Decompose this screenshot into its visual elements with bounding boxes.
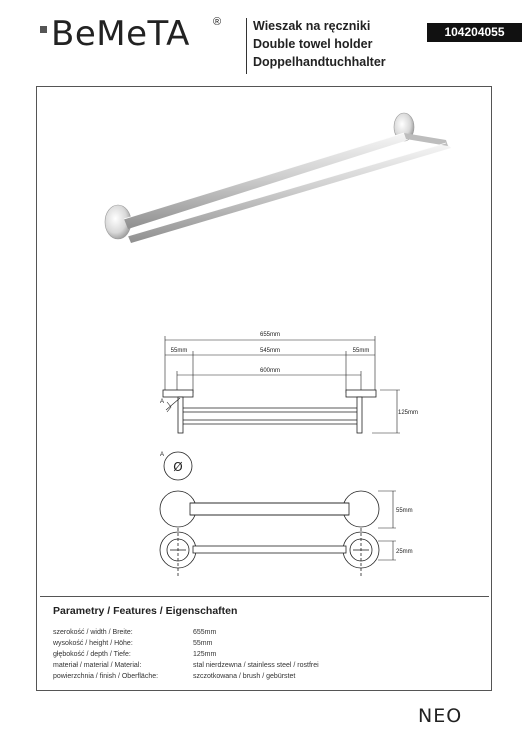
param-label: powierzchnia / finish / Oberfläche: [53,673,159,680]
params-title: Parametry / Features / Eigenschaften [53,605,238,617]
param-value: 55mm [193,640,213,647]
dim-left-end: 55mm [170,348,188,354]
brand-name: BeMeTA [51,14,190,54]
product-name-de: Doppelhandtuchhalter [253,55,386,69]
dim-side-depth: 55mm [396,508,413,514]
params-row [53,671,473,682]
dim-height: 125mm [398,410,419,416]
param-label: głębokość / depth / Tiefe: [53,651,131,658]
param-label: materiał / material / Material: [53,662,142,669]
bottom-view [160,528,379,576]
params-table [53,627,473,682]
side-view [160,491,379,527]
params-row [53,627,473,638]
product-render [105,113,451,243]
dim-center: 545mm [259,348,281,354]
param-label: wysokość / height / Höhe: [53,640,133,647]
param-label: szerokość / width / Breite: [53,629,133,636]
section-mark-front: A [160,399,165,405]
dim-right-end: 55mm [352,348,370,354]
params-row [53,638,473,649]
params-row [53,660,473,671]
param-value: szczotkowana / brush / gebürstet [193,673,296,680]
section-mark-detail: A [160,452,165,458]
product-name-pl: Wieszak na ręczniki [253,19,371,33]
series-name: NEO [418,705,463,727]
param-value: 655mm [193,629,217,636]
dim-span: 600mm [259,368,281,374]
dim-bottom-depth: 25mm [396,549,413,555]
diameter-symbol: Ø [173,460,183,474]
product-code-badge: 104204055 [427,23,522,42]
front-view [163,390,376,433]
params-row [53,649,473,660]
registered-mark: ® [213,16,222,28]
dim-overall: 655mm [259,332,281,338]
param-value: stal nierdzewna / stainless steel / rostfrei [193,662,319,669]
params-divider [40,596,489,597]
product-name-en: Double towel holder [253,37,373,51]
param-value: 125mm [193,651,217,658]
